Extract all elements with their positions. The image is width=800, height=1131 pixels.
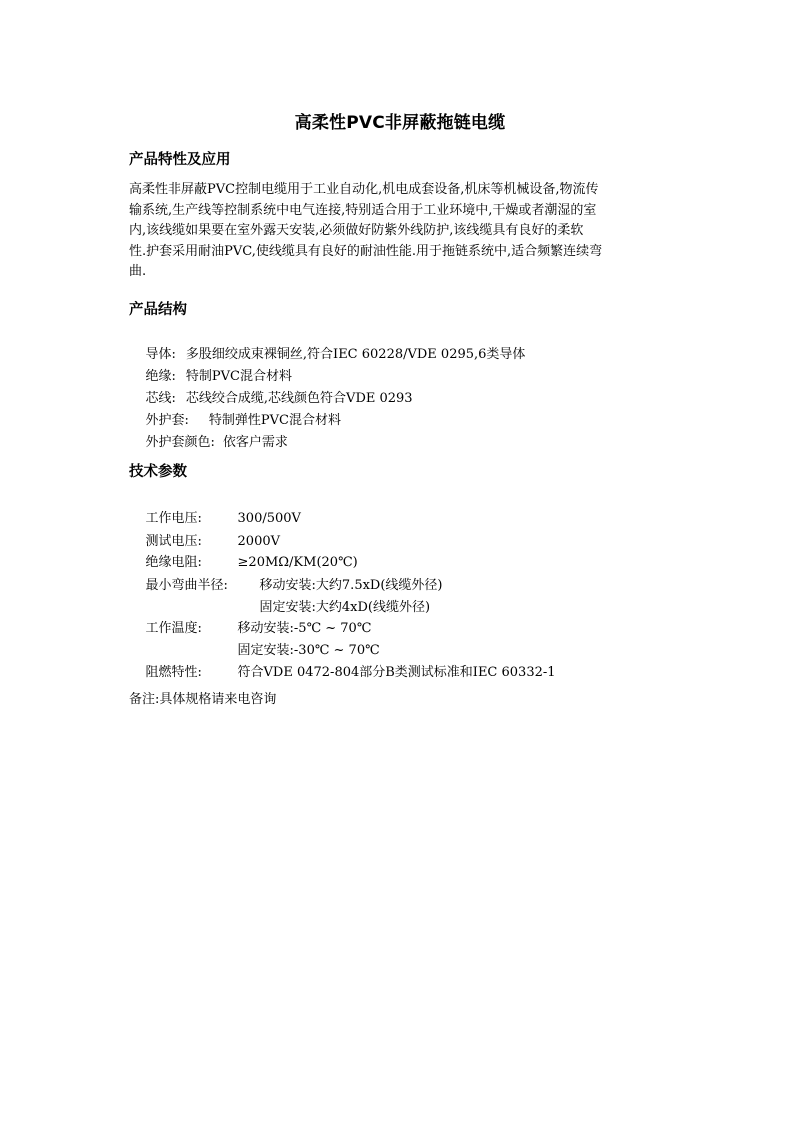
parameter-value: 固定安装:-30℃ ~ 70℃	[237, 643, 380, 658]
structure-label: 外护套颜色:	[145, 435, 215, 450]
paragraph-line: 高柔性非屏蔽PVC控制电缆用于工业自动化,机电成套设备,机床等机械设备,物流传	[129, 182, 599, 197]
section-heading-features: 产品特性及应用	[129, 152, 231, 168]
parameter-label: 工作温度:	[145, 621, 202, 636]
structure-label: 导体:	[145, 347, 176, 362]
paragraph-line: 性.护套采用耐油PVC,使线缆具有良好的耐油性能.用于拖链系统中,适合频繁连续弯	[129, 243, 603, 259]
structure-label: 绝缘:	[145, 369, 176, 384]
parameter-label: 最小弯曲半径:	[145, 578, 228, 593]
section-heading-structure: 产品结构	[129, 302, 187, 318]
parameter-value: 2000V	[237, 534, 281, 549]
structure-value: 特制PVC混合材料	[185, 369, 293, 384]
note-text: 备注:具体规格请来电咨询	[129, 692, 277, 707]
paragraph-line: 曲.	[129, 264, 147, 280]
parameter-value: 固定安装:大约4xD(线缆外径)	[259, 600, 431, 615]
parameter-label: 阻燃特性:	[145, 665, 202, 680]
parameter-value: 移动安装:-5℃ ~ 70℃	[237, 621, 372, 636]
paragraph-line: 输系统,生产线等控制系统中电气连接,特别适合用于工业环境中,干燥或者潮湿的室	[129, 202, 597, 218]
parameter-label: 绝缘电阻:	[145, 555, 202, 570]
parameter-value: ≥20MΩ/KM(20℃)	[237, 555, 358, 570]
structure-label: 芯线:	[145, 391, 176, 406]
paragraph-line: 内,该线缆如果要在室外露天安装,必须做好防紫外线防护,该线缆具有良好的柔软	[129, 223, 584, 239]
parameter-label: 测试电压:	[145, 534, 202, 549]
parameter-label: 工作电压:	[145, 511, 202, 526]
structure-value: 依客户需求	[222, 435, 288, 450]
structure-value: 芯线绞合成缆,芯线颜色符合VDE 0293	[185, 391, 413, 406]
section-heading-parameters: 技术参数	[129, 464, 187, 480]
structure-value: 特制弹性PVC混合材料	[208, 413, 342, 428]
structure-label: 外护套:	[145, 413, 189, 428]
parameter-value: 移动安装:大约7.5xD(线缆外径)	[259, 578, 443, 593]
features-paragraph	[129, 180, 669, 283]
parameter-value: 300/500V	[237, 511, 301, 526]
structure-value: 多股细绞成束裸铜丝,符合IEC 60228/VDE 0295,6类导体	[185, 347, 526, 362]
document-title: 高柔性PVC非屏蔽拖链电缆	[294, 113, 506, 133]
parameter-value: 符合VDE 0472-804部分B类测试标准和IEC 60332-1	[237, 665, 556, 680]
